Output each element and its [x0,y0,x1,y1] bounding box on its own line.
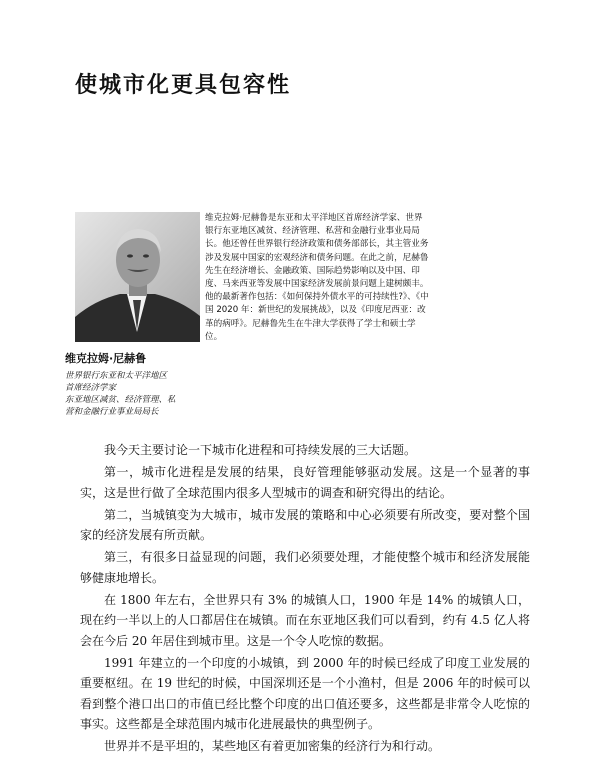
author-roles [65,370,215,418]
paragraph: 1991 年建立的一个印度的小城镇，到 2000 年的时候已经成了印度工业发展的重要枢纽。在 19 世纪的时候，中国深圳还是一个小渔村，但是 2006 年的时候可以看到整个港口出口的市值已经比整个印度的出口值还要多，这些都是非常令人吃惊的事实。这些都是全球范围内城市化进展最快的典型例子。 [80,655,530,731]
author-role-line: 营和金融行业事业局局长 [65,407,159,417]
paragraph: 在 1800 年左右，全世界只有 3% 的城镇人口，1900 年是 14% 的城镇人口，现在约一半以上的人口都居住在城镇。而在东亚地区我们可以看到，约有 4.5 亿人将会在今后 20 年居住到城市里。这是一个令人吃惊的数据。 [80,592,530,648]
paragraph: 第二，当城镇变为大城市，城市发展的策略和中心必须要有所改变，要对整个国家的经济发展有所贡献。 [80,507,530,542]
portrait-image [75,212,200,342]
author-role-line: 世界银行东亚和太平洋地区 [65,371,168,381]
portrait-photo [75,212,200,342]
author-name: 维克拉姆·尼赫鲁 [65,352,147,365]
article-body [80,440,530,758]
paragraph: 我今天主要讨论一下城市化进程和可持续发展的三大话题。 [104,443,417,457]
paragraph: 世界并不是平坦的，某些地区有着更加密集的经济行为和行动。 [104,739,441,753]
paragraph: 第三，有很多日益显现的问题，我们必须要处理，才能使整个城市和经济发展能够健康地增长。 [80,550,530,585]
author-role-line: 首席经济学家 [65,383,117,393]
author-role-line: 东亚地区减贫、经济管理、私 [65,395,176,405]
page-title: 使城市化更具包容性 [75,73,292,98]
author-bio: 维克拉姆·尼赫鲁是东亚和太平洋地区首席经济学家、世界银行东亚地区减贫、经济管理、私营和金融行业事业局局长。他还曾任世界银行经济政策和债务部部长，其主管业务涉及发展中国家的宏观经济和债务问题。在此之前，尼赫鲁先生在经济增长、金融政策、国际趋势影响以及中国、印度、马来西亚等发展中国家经济发展前景问题上建树颇丰。他的最新著作包括：《如何保持外债水平的可持续性?》、《中国 2020 年：新世纪的发展挑战》，以及《印度尼西亚：改革的病呼》。尼赫鲁先生在牛津大学获得了学士和硕士学位。 [205,213,429,342]
paragraph: 第一，城市化进程是发展的结果，良好管理能够驱动发展。这是一个显著的事实，这是世行做了全球范围内很多人型城市的调查和研究得出的结论。 [80,465,530,500]
